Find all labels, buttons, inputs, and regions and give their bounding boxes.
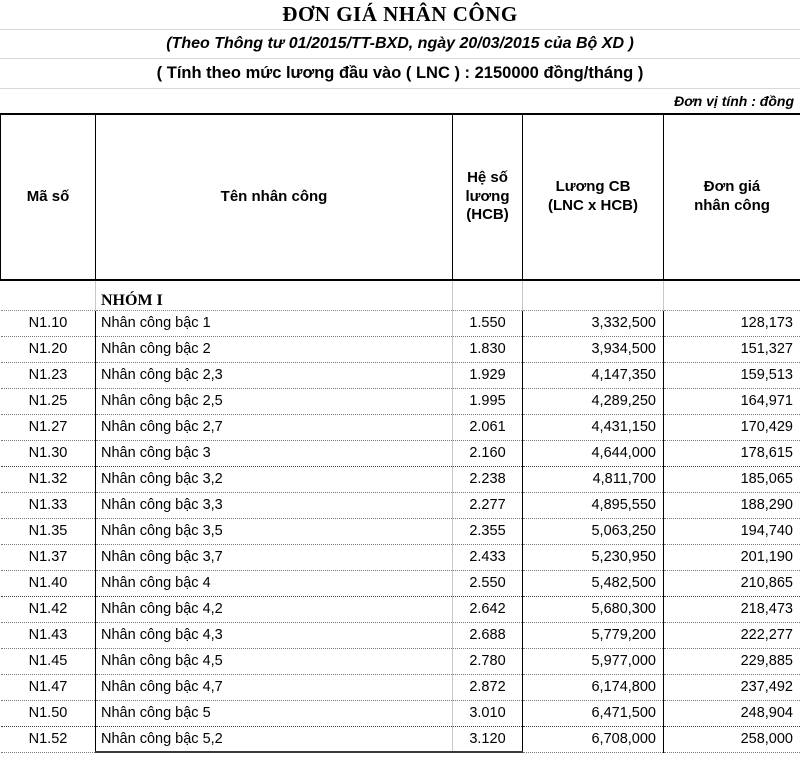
cell-worker-name[interactable]: Nhân công bậc 1 — [96, 310, 453, 336]
cell-base-salary[interactable]: 5,063,250 — [523, 518, 664, 544]
cell-unit-price[interactable]: 194,740 — [664, 518, 800, 544]
cell-code[interactable]: N1.20 — [1, 336, 96, 362]
cell-unit-price[interactable]: 178,615 — [664, 440, 800, 466]
cell-worker-name[interactable]: Nhân công bậc 5,2 — [96, 726, 453, 752]
cell-code[interactable]: N1.27 — [1, 414, 96, 440]
table-row[interactable] — [1, 726, 800, 752]
table-body — [1, 280, 800, 752]
cell-worker-name[interactable]: Nhân công bậc 2,5 — [96, 388, 453, 414]
cell-hcb[interactable]: 3.120 — [453, 726, 523, 752]
cell-code[interactable]: N1.45 — [1, 648, 96, 674]
table-row[interactable] — [1, 466, 800, 492]
table-row[interactable] — [1, 414, 800, 440]
cell-worker-name[interactable]: Nhân công bậc 4,7 — [96, 674, 453, 700]
cell-unit-price[interactable]: 170,429 — [664, 414, 800, 440]
column-header-hcb-line2: lương — [465, 187, 510, 205]
cell-unit-price[interactable]: 159,513 — [664, 362, 800, 388]
table-row[interactable] — [1, 336, 800, 362]
cell-base-salary[interactable]: 6,708,000 — [523, 726, 664, 752]
column-header-name: Tên nhân công — [96, 114, 453, 280]
cell-hcb[interactable]: 1.830 — [453, 336, 523, 362]
cell-unit-price[interactable]: 128,173 — [664, 310, 800, 336]
unit-note: Đơn vị tính : đồng — [0, 88, 800, 113]
group-label: NHÓM I — [96, 280, 453, 310]
table-row[interactable] — [1, 544, 800, 570]
cell-code[interactable]: N1.43 — [1, 622, 96, 648]
cell-hcb[interactable]: 2.550 — [453, 570, 523, 596]
cell-code[interactable]: N1.30 — [1, 440, 96, 466]
cell-hcb[interactable]: 2.780 — [453, 648, 523, 674]
column-header-hcb-line3: (HCB) — [466, 206, 509, 224]
cell-worker-name[interactable]: Nhân công bậc 2,7 — [96, 414, 453, 440]
table-row[interactable] — [1, 362, 800, 388]
table-row[interactable] — [1, 648, 800, 674]
column-header-base-line1: Lương CB — [555, 178, 631, 196]
cell-worker-name[interactable]: Nhân công bậc 3,3 — [96, 492, 453, 518]
cell-base-salary[interactable]: 6,471,500 — [523, 700, 664, 726]
cell-base-salary[interactable]: 4,895,550 — [523, 492, 664, 518]
cell-code[interactable]: N1.33 — [1, 492, 96, 518]
cell-worker-name[interactable]: Nhân công bậc 2,3 — [96, 362, 453, 388]
cell-hcb[interactable]: 1.929 — [453, 362, 523, 388]
cell-hcb[interactable]: 2.872 — [453, 674, 523, 700]
group-row-base-cell — [523, 280, 664, 310]
column-header-base-salary — [523, 114, 664, 280]
group-row-price-cell — [664, 280, 800, 310]
column-header-hcb-line1: Hệ số — [467, 168, 508, 186]
labor-price-table — [0, 113, 800, 753]
cell-worker-name[interactable]: Nhân công bậc 4 — [96, 570, 453, 596]
cell-worker-name[interactable]: Nhân công bậc 4,5 — [96, 648, 453, 674]
cell-base-salary[interactable]: 6,174,800 — [523, 674, 664, 700]
cell-code[interactable]: N1.10 — [1, 310, 96, 336]
cell-hcb[interactable]: 2.160 — [453, 440, 523, 466]
cell-unit-price[interactable]: 258,000 — [664, 726, 800, 752]
cell-code[interactable]: N1.52 — [1, 726, 96, 752]
table-row[interactable] — [1, 518, 800, 544]
group-row-code-cell — [1, 280, 96, 310]
table-row[interactable] — [1, 310, 800, 336]
table-row[interactable] — [1, 388, 800, 414]
column-header-code: Mã số — [1, 114, 96, 280]
cell-hcb[interactable]: 2.277 — [453, 492, 523, 518]
table-row[interactable] — [1, 596, 800, 622]
cell-hcb[interactable]: 2.642 — [453, 596, 523, 622]
group-row-hcb-cell — [453, 280, 523, 310]
cell-base-salary[interactable]: 4,289,250 — [523, 388, 664, 414]
cell-unit-price[interactable]: 201,190 — [664, 544, 800, 570]
cell-hcb[interactable]: 2.355 — [453, 518, 523, 544]
cell-code[interactable]: N1.35 — [1, 518, 96, 544]
cell-code[interactable]: N1.50 — [1, 700, 96, 726]
table-row[interactable] — [1, 492, 800, 518]
cell-base-salary[interactable]: 4,644,000 — [523, 440, 664, 466]
column-header-unit-price — [664, 114, 800, 280]
cell-hcb[interactable]: 1.995 — [453, 388, 523, 414]
cell-unit-price[interactable]: 151,327 — [664, 336, 800, 362]
cell-base-salary[interactable]: 5,977,000 — [523, 648, 664, 674]
column-header-hcb — [453, 114, 523, 280]
cell-unit-price[interactable]: 185,065 — [664, 466, 800, 492]
cell-hcb[interactable]: 2.688 — [453, 622, 523, 648]
cell-hcb[interactable]: 1.550 — [453, 310, 523, 336]
cell-unit-price[interactable]: 237,492 — [664, 674, 800, 700]
cell-unit-price[interactable]: 188,290 — [664, 492, 800, 518]
table-header-row — [1, 114, 800, 280]
cell-base-salary[interactable]: 5,680,300 — [523, 596, 664, 622]
column-header-base-line2: (LNC x HCB) — [548, 197, 638, 214]
table-row[interactable] — [1, 674, 800, 700]
cell-worker-name[interactable]: Nhân công bậc 5 — [96, 700, 453, 726]
table-row[interactable] — [1, 622, 800, 648]
cell-code[interactable]: N1.42 — [1, 596, 96, 622]
group-row — [1, 280, 800, 310]
document-subtitle: (Theo Thông tư 01/2015/TT-BXD, ngày 20/03/2015 của Bộ XD ) — [0, 29, 800, 58]
cell-base-salary[interactable]: 5,230,950 — [523, 544, 664, 570]
page-title: ĐƠN GIÁ NHÂN CÔNG — [282, 2, 518, 26]
cell-code[interactable]: N1.25 — [1, 388, 96, 414]
cell-unit-price[interactable]: 229,885 — [664, 648, 800, 674]
cell-base-salary[interactable]: 4,811,700 — [523, 466, 664, 492]
cell-base-salary[interactable]: 4,431,150 — [523, 414, 664, 440]
cell-unit-price[interactable]: 218,473 — [664, 596, 800, 622]
document-basis-note: ( Tính theo mức lương đầu vào ( LNC ) : 2150000 đồng/tháng ) — [0, 58, 800, 88]
cell-base-salary[interactable]: 3,332,500 — [523, 310, 664, 336]
cell-code[interactable]: N1.40 — [1, 570, 96, 596]
column-header-price-line1: Đơn giá — [703, 178, 761, 196]
title-block — [0, 0, 800, 113]
cell-worker-name[interactable]: Nhân công bậc 3 — [96, 440, 453, 466]
cell-code[interactable]: N1.32 — [1, 466, 96, 492]
cell-unit-price[interactable]: 164,971 — [664, 388, 800, 414]
cell-worker-name[interactable]: Nhân công bậc 4,3 — [96, 622, 453, 648]
cell-code[interactable]: N1.47 — [1, 674, 96, 700]
cell-base-salary[interactable]: 5,779,200 — [523, 622, 664, 648]
table-header — [1, 114, 800, 280]
cell-worker-name[interactable]: Nhân công bậc 4,2 — [96, 596, 453, 622]
table-row[interactable] — [1, 700, 800, 726]
column-header-price-line2: nhân công — [694, 197, 770, 214]
cell-base-salary[interactable]: 5,482,500 — [523, 570, 664, 596]
cell-unit-price[interactable]: 222,277 — [664, 622, 800, 648]
cell-worker-name[interactable]: Nhân công bậc 3,7 — [96, 544, 453, 570]
cell-base-salary[interactable]: 3,934,500 — [523, 336, 664, 362]
cell-unit-price[interactable]: 210,865 — [664, 570, 800, 596]
cell-hcb[interactable]: 3.010 — [453, 700, 523, 726]
cell-worker-name[interactable]: Nhân công bậc 3,5 — [96, 518, 453, 544]
cell-unit-price[interactable]: 248,904 — [664, 700, 800, 726]
cell-worker-name[interactable]: Nhân công bậc 2 — [96, 336, 453, 362]
cell-code[interactable]: N1.23 — [1, 362, 96, 388]
cell-worker-name[interactable]: Nhân công bậc 3,2 — [96, 466, 453, 492]
table-row[interactable] — [1, 440, 800, 466]
cell-hcb[interactable]: 2.061 — [453, 414, 523, 440]
table-row[interactable] — [1, 570, 800, 596]
cell-hcb[interactable]: 2.433 — [453, 544, 523, 570]
cell-code[interactable]: N1.37 — [1, 544, 96, 570]
cell-base-salary[interactable]: 4,147,350 — [523, 362, 664, 388]
cell-hcb[interactable]: 2.238 — [453, 466, 523, 492]
